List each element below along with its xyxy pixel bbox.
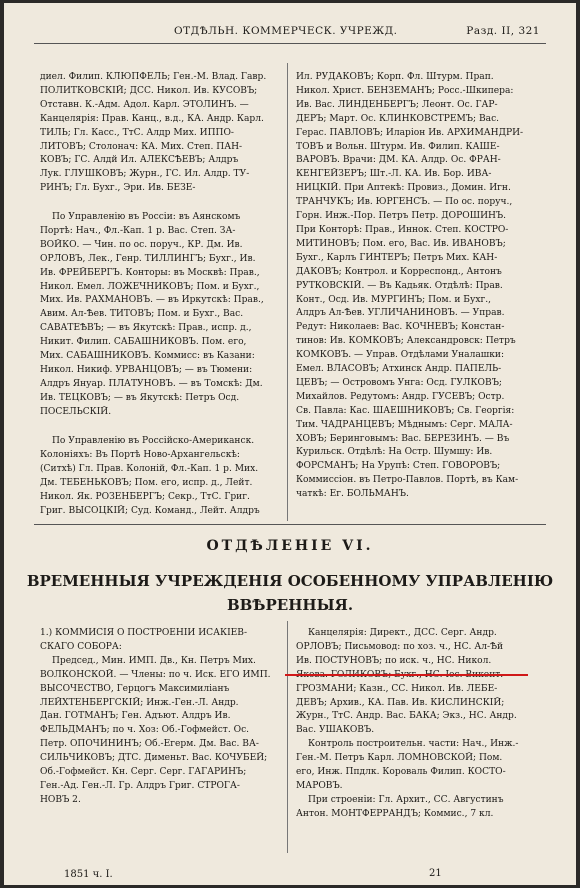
text-line: Никит. Филип. САБАШНИКОВЪ. Пом. его, [40, 337, 247, 348]
text-line: Ив. Вас. ЛИНДЕНБЕРГЪ; Леонт. Ос. ГАР- [296, 99, 498, 110]
text-line: Петр. ОПОЧИНИНЪ; Об.-Егерм. Дм. Вас. ВА- [40, 739, 259, 750]
text-line: ЛИТОВЪ; Столонач: КА. Мих. Степ. ПАН- [40, 141, 243, 152]
text-line: ХОВЪ; Беринговымъ: Вас. БЕРЕЗИНЪ. — Въ [296, 433, 510, 444]
text-line: Ген.-М. Петръ Карл. ЛОМНОВСКОЙ; Пом. [296, 753, 503, 764]
text-line: Св. Павла: Кас. ШАЕШНИКОВЪ; Св. Георгія: [296, 405, 515, 416]
text-line: КЕНГЕЙЗЕРЪ; Шт.-Л. КА. Ив. Бор. ИВА- [296, 169, 492, 180]
text-line: ВОЛКОНСКОЙ. — Члены: по ч. Иск. ЕГО ИМП. [40, 669, 271, 680]
red-underline-mark [285, 674, 528, 676]
column-divider-bottom [287, 621, 288, 853]
left-column-commission [40, 627, 278, 813]
text-line: НОВЪ 2. [40, 794, 81, 805]
text-line: Горн. Инж.-Пор. Петръ Петр. ДОРОШИНЪ. [296, 211, 507, 222]
text-line: РУТКОВСКІЙ. — Въ Кадьяк. Отдѣлѣ: Прав. [296, 280, 503, 291]
text-line: Алдръ Януар. ПЛАТУНОВЪ. — въ Томскѣ: Дм. [40, 378, 263, 389]
text-line: МИТИНОВЪ; Пом. его, Вас. Ив. ИВАНОВЪ; [296, 238, 506, 249]
text-line: Вас. УШАКОВЪ. [296, 725, 375, 736]
text-line: ФЕЛЬДМАНЪ; по ч. Хоз: Об.-Гофмейст. Ос. [40, 725, 250, 736]
text-line: ОРЛОВЪ; Письмовод: по хоз. ч., НС. Ал-Ѣй [296, 641, 504, 652]
text-line: ТРАНЧУКЪ; Ив. ЮРГЕНСЪ. — По ос. поруч., [296, 197, 513, 208]
text-line: ЦЕВЪ; — Островомъ Унга: Осд. ГУЛКОВЪ; [296, 377, 502, 388]
text-line: Контроль построительн. части: Нач., Инж.- [308, 739, 519, 750]
text-line: Колоніяхъ: Въ Портѣ Ново-Архангельскѣ: [40, 449, 240, 460]
institutions-title: ВРЕМЕННЫЯ УЧРЕЖДЕНІЯ ОСОБЕННОМУ УПРАВЛЕНІЮ ВВѢРЕННЫЯ. [26, 572, 554, 614]
text-line: ВОЙКО. — Чин. по ос. поруч., КР. Дм. Ив. [40, 239, 243, 250]
text-line: Курильск. Отдѣлѣ: На Остр. Шумшу: Ив. [296, 447, 493, 458]
document-page [4, 3, 576, 885]
text-line: Председ., Мин. ИМП. Дв., Кн. Петръ Мих. [52, 655, 256, 666]
text-line: Авим. Ал-Ѣев. ТИТОВЪ; Пом. и Бухг., Вас. [40, 309, 244, 320]
text-line: СИЛЬЧИКОВЪ; ДТС. Дименьт. Вас. КОЧУБЕЙ; [40, 753, 268, 764]
text-line: Никол. Емел. ЛОЖЕЧНИКОВЪ; Пом. и Бухг., [40, 281, 260, 292]
text-line: Ил. РУДАКОВЪ; Корп. Фл. Штурм. Прап. [296, 72, 494, 82]
text-line: СКАГО СОБОРА: [40, 641, 122, 652]
text-line: Герас. ПАВЛОВЪ; Иларіон Ив. АРХИМАНДРИ- [296, 127, 524, 138]
header-section: Разд. II, 321 [466, 25, 540, 37]
text-line: При строеніи: Гл. Архит., СС. Августинъ [308, 794, 504, 805]
section-rule [34, 524, 546, 525]
left-column-middle [40, 211, 278, 421]
text-line: По Управленію въ Россійско-Американск. [52, 436, 255, 446]
text-line: Бухг., Карлъ ГИНТЕРЪ; Петръ Мих. КАН- [296, 252, 498, 263]
text-line: КОВЪ; ГС. Алдй Ил. АЛЕКСѢЕВЪ; Алдръ [40, 155, 239, 166]
right-column-commission [296, 627, 534, 823]
text-line: Емел. ВЛАСОВЪ; Атхинск Андр. ПАПЕЛЬ- [296, 364, 502, 375]
text-line: его, Инж. Ппдлк. Короваль Филип. КОСТО- [296, 767, 506, 778]
column-divider-top [287, 63, 288, 521]
text-line: Никол. Христ. БЕНЗЕМАНЪ; Росс.-Шкипера: [296, 85, 514, 96]
text-line: Дм. ТЕБЕНЬКОВЪ; Пом. его, испр. д., Лейт. [40, 477, 253, 488]
text-line: ДЕРЪ; Март. Ос. КЛИНКОВСТРЕМЪ; Вас. [296, 113, 500, 124]
footer-signature: 21 [429, 868, 442, 879]
header-rule [34, 43, 546, 44]
text-line: чаткѣ: Ег. БОЛЬМАНЪ. [296, 489, 409, 500]
text-line: Об.-Гофмейст. Кн. Серг. Серг. ГАГАРИНЪ; [40, 767, 247, 778]
text-line: ПОЛИТКОВСКІЙ; ДСС. Никол. Ив. КУСОВЪ; [40, 85, 258, 96]
footer-year: 1851 ч. I. [64, 869, 113, 880]
text-line: Конт., Осд. Ив. МУРГИНЪ; Пом. и Бухг., [296, 294, 492, 305]
header-title: ОТДѢЛЬН. КОММЕРЧЕСК. УЧРЕЖД. [174, 25, 398, 37]
text-line: (Ситхѣ) Гл. Прав. Колоній, Фл.-Кап. 1 р. Мих. [40, 463, 259, 474]
text-line: ПОСЕЛЬСКІЙ. [40, 406, 112, 417]
text-line: Канцелярія: Директ., ДСС. Серг. Андр. [308, 628, 497, 638]
text-line: Мих. Ив. РАХМАНОВЪ. — въ Иркутскѣ: Прав., [40, 295, 264, 306]
text-line: Канцелярія: Прав. Канц., в.д., КА. Андр. Карл. [40, 113, 264, 124]
department-title: ОТДѢЛЕНІЕ VI. [206, 538, 374, 554]
text-line: Журн., ТтС. Андр. Вас. БАКА; Экз., НС. Андр. [296, 711, 517, 722]
text-line: ВАРОВЪ. Врачи: ДМ. КА. Алдр. Ос. ФРАН- [296, 155, 501, 166]
text-line: Лук. ГЛУШКОВЪ; Журн., ГС. Ил. Алдр. ТУ- [40, 169, 250, 180]
text-line: диел. Филип. КЛЮПФЕЛЬ; Ген.-М. Влад. Гавр. [40, 72, 267, 82]
text-line: ДАКОВЪ; Контрол. и Корреспонд., Антонъ [296, 266, 502, 277]
text-line: Портѣ: Нач., Фл.-Кап. 1 р. Вас. Степ. ЗА- [40, 225, 236, 236]
text-line: Ив. ТЕЦКОВЪ; — въ Якутскѣ: Петръ Осд. [40, 392, 240, 403]
text-line: Григ. ВЫСОЦКІЙ; Суд. Команд., Лейт. Алдръ [40, 505, 260, 516]
text-line: Мих. САБАШНИКОВЪ. Коммисс: въ Казани: [40, 351, 255, 362]
text-line: ЛЕЙХТЕНБЕРГСКІЙ; Инж.-Ген.-Л. Андр. [40, 697, 239, 708]
text-line: Коммиссіон. въ Петро-Павлов. Портѣ, въ Кам- [296, 475, 519, 486]
text-line: Отставн. К.-Адм. Адол. Карл. ЭТОЛИНЪ. — [40, 99, 249, 110]
text-line: По Управленію въ Россіи: въ Аянскомъ [52, 212, 241, 222]
left-column-top [40, 71, 278, 197]
text-line: Никол. Никиф. УРВАНЦОВЪ; — въ Тюмени: [40, 364, 253, 375]
text-line: ГРОЗМАНИ; Казн., СС. Никол. Ив. ЛЕБЕ- [296, 683, 498, 694]
text-line: Ген.-Ад. Ген.-Л. Гр. Алдръ Григ. СТРОГА- [40, 780, 240, 791]
text-line: ДЕВЪ; Архив., КА. Пав. Ив. КИСЛИНСКІЙ; [296, 697, 505, 708]
text-line: Михайлов. Редутомъ: Андр. ГУСЕВЪ; Остр. [296, 391, 505, 402]
text-line: Никол. Як. РОЗЕНБЕРГЪ; Секр., ТтС. Григ. [40, 491, 250, 502]
text-line: РИНЪ; Гл. Бухг., Эри. Ив. БЕЗЕ- [40, 183, 196, 194]
text-line: Ив. ФРЕЙБЕРГЪ. Конторы: въ Москвѣ: Прав., [40, 267, 260, 278]
text-line: Тим. ЧАДРАНЦЕВЪ; Мѣднымъ: Серг. МАЛА- [296, 419, 513, 430]
text-line: При Конторѣ: Прав., Иннок. Степ. КОСТРО- [296, 224, 509, 235]
text-line: Антон. МОНТФЕРРАНДЪ; Коммис., 7 кл. [296, 808, 494, 819]
text-line: НИЦКІЙ. При Аптекѣ: Провиз., Домин. Игн. [296, 183, 511, 194]
text-line: ФОРСМАНЪ; На Урупѣ: Степ. ГОВОРОВЪ; [296, 461, 501, 472]
text-line: ТИЛЬ; Гл. Касс., ТтС. Алдр Мих. ИППО- [40, 127, 234, 138]
text-line: Редут: Николаев: Вас. КОЧНЕВЪ; Констан- [296, 322, 505, 333]
text-line: 1.) КОММИСІЯ О ПОСТРОЕНІИ ИСАКІЕВ- [40, 628, 248, 638]
text-line: МАРОВЪ. [296, 780, 343, 791]
text-line: КОМКОВЪ. — Управ. Отдѣлами Уналашки: [296, 350, 505, 361]
text-line: ВЫСОЧЕСТВО, Герцогъ Максимиліанъ [40, 683, 230, 694]
text-line: САВАТЕѢВЪ; — въ Якутскѣ: Прав., испр. д., [40, 323, 252, 334]
text-line: Алдръ Ал-Ѣев. УГЛИЧАНИНОВЪ. — Управ. [296, 308, 505, 319]
left-column-bottom [40, 435, 278, 519]
text-line: ТОВЪ и Вольн. Штурм. Ив. Филип. КАШЕ- [296, 141, 500, 152]
text-line: тинов: Ив. КОМКОВЪ; Александровск: Петръ [296, 336, 516, 347]
text-line: Ив. ПОСТУНОВЪ; по иск. ч., НС. Никол. [296, 655, 492, 666]
text-line: Дан. ГОТМАНЪ; Ген. Адъют. Алдръ Ив. [40, 711, 231, 722]
right-column-top [296, 71, 534, 505]
text-line: ОРЛОВЪ, Лек., Генр. ТИЛЛИНГЪ; Бухг., Ив. [40, 253, 256, 264]
